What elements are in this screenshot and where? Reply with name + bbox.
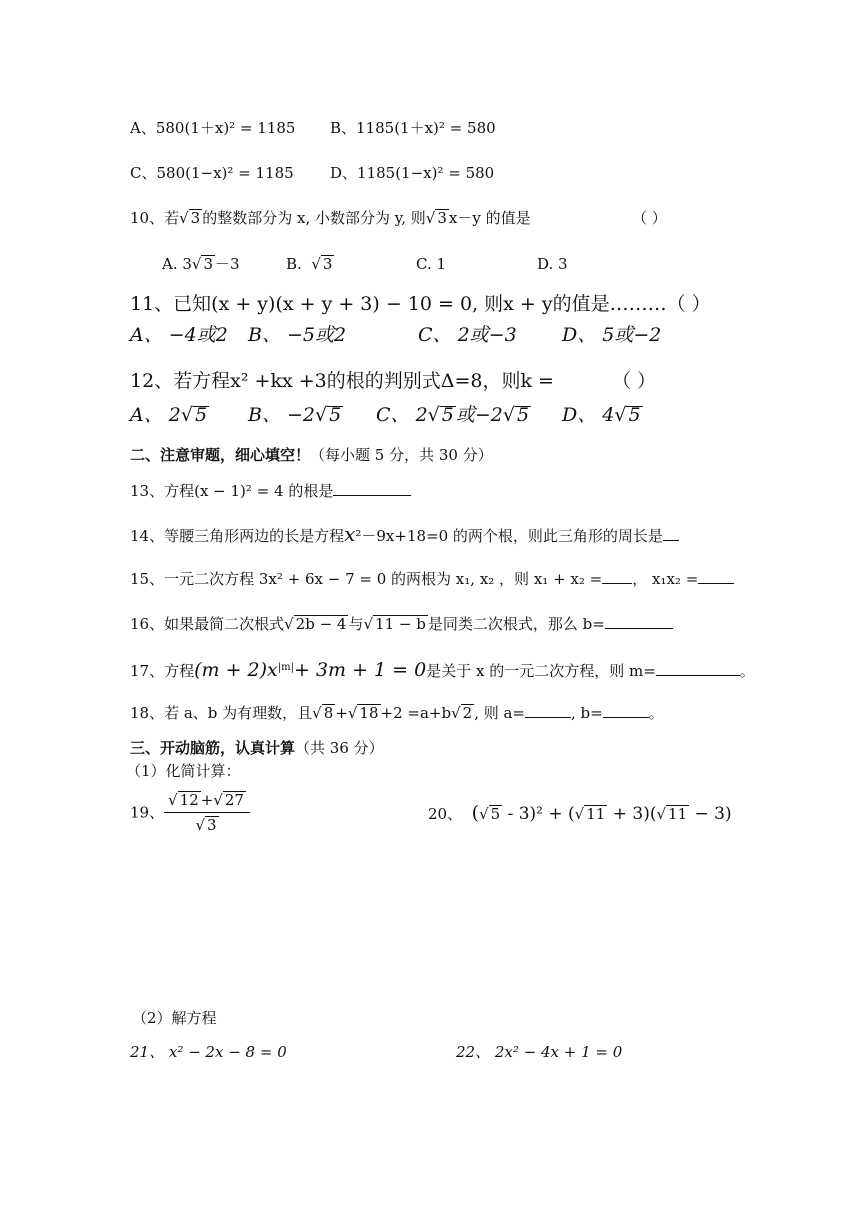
section-3-heading xyxy=(130,738,384,758)
q10-text-3: x－y 的值是 xyxy=(448,209,531,227)
q10-option-a-pre: A. 3 xyxy=(162,255,192,273)
q18-text-3: , 则 a= xyxy=(474,704,526,722)
sqrt-sign-icon: √ xyxy=(347,704,358,722)
q12-option-c-label: C、 2 xyxy=(376,404,428,426)
q11-option-b: B、 −5或2 xyxy=(248,324,347,346)
q19-denominator xyxy=(164,813,250,835)
q19-fraction xyxy=(164,790,250,835)
sqrt-sign-icon: √ xyxy=(425,209,436,227)
q10-option-a-radicand: 3 xyxy=(203,255,214,273)
q16-blank[interactable] xyxy=(605,614,673,629)
sqrt-sign-icon: √ xyxy=(451,704,461,722)
sqrt-sign-icon: √ xyxy=(479,805,489,823)
q14 xyxy=(130,524,679,546)
q20-part-4: − 3) xyxy=(689,804,732,824)
q19 xyxy=(130,790,250,840)
q18-text-1: 18、若 a、b 为有理数，且 xyxy=(130,704,313,722)
q11-option-a: A、 −4或2 xyxy=(130,324,228,346)
q11-stem: 11、已知(x + y)(x + y + 3) − 10 = 0, 则x + y的值是………（ ） xyxy=(130,293,711,315)
q14-var: x xyxy=(344,522,356,546)
q11-option-c: C、 2或−3 xyxy=(418,324,517,346)
q15 xyxy=(130,569,734,589)
q20-part-3: + 3)( xyxy=(607,804,657,824)
q17-equation: (m + 2)x xyxy=(194,659,278,681)
q16 xyxy=(130,614,673,634)
q9-option-d: D、1185(1−x)² = 580 xyxy=(330,164,495,182)
sqrt-sign-icon: √ xyxy=(213,791,223,809)
part-1-label: （1）化简计算： xyxy=(126,762,241,780)
q20-radicand-3: 11 xyxy=(668,805,688,823)
section-2-title: 二、注意审题，细心填空！ xyxy=(130,446,311,464)
sqrt-sign-icon: √ xyxy=(191,255,202,273)
sqrt-sign-icon: √ xyxy=(656,805,667,823)
q20-part-2: - 3)² + ( xyxy=(502,804,575,824)
q19-plus: + xyxy=(200,791,214,809)
q10-option-a xyxy=(162,254,240,274)
q17-text-2: 是关于 x 的一元二次方程，则 m= xyxy=(426,662,656,680)
sqrt-sign-icon: √ xyxy=(502,404,515,426)
q10-radicand-2: 3 xyxy=(437,209,447,227)
sqrt-sign-icon: √ xyxy=(179,209,189,227)
q9-option-b: B、1185(1＋x)² = 580 xyxy=(330,119,496,137)
q19-radicand-3: 3 xyxy=(207,816,217,834)
q20 xyxy=(428,803,732,824)
q18-radicand-2: 18 xyxy=(359,704,379,722)
q12-option-a xyxy=(130,402,209,428)
q18-blank-a[interactable] xyxy=(525,703,571,718)
q16-radicand-1: 2b − 4 xyxy=(295,615,347,633)
sqrt-sign-icon: √ xyxy=(284,615,294,633)
q15-text-1: 15、一元二次方程 3x² + 6x − 7 = 0 的两根为 x₁, x₂ ，则 x₁ + x₂ = xyxy=(130,570,603,588)
q12-option-d-label: D、 4 xyxy=(562,404,615,426)
sqrt-sign-icon: √ xyxy=(180,404,193,426)
q19-radicand-1: 12 xyxy=(179,791,199,809)
q10-radicand-1: 3 xyxy=(190,209,201,227)
q17-equation-2: + 3m + 1 = 0 xyxy=(293,659,427,681)
section-3-note: （共 36 分） xyxy=(295,739,384,757)
q18-radicand-1: 8 xyxy=(323,704,334,722)
sqrt-sign-icon: √ xyxy=(614,404,627,426)
q10-option-d: D. 3 xyxy=(537,255,568,273)
q10-option-b xyxy=(286,254,334,274)
q10-number: 10、 xyxy=(130,209,165,227)
q17-text-1: 17、方程 xyxy=(130,662,195,680)
part-2-label: （2）解方程 xyxy=(132,1009,217,1027)
q18-text-4: , b= xyxy=(571,704,603,722)
q21: 21、 x² − 2x − 8 = 0 xyxy=(130,1043,287,1061)
q18-radicand-3: 2 xyxy=(462,704,473,722)
q15-blank-2[interactable] xyxy=(698,569,734,584)
q10-option-c: C. 1 xyxy=(416,255,447,273)
q18-blank-b[interactable] xyxy=(603,703,649,718)
q15-blank-1[interactable] xyxy=(602,569,632,584)
q16-text-2: 与 xyxy=(348,615,364,633)
q10-option-a-post: －3 xyxy=(215,255,240,273)
q12-option-c xyxy=(376,402,531,428)
q9-option-a: A、580(1＋x)² = 1185 xyxy=(130,119,296,137)
q20-number: 20、 xyxy=(428,805,463,823)
q14-text-2: ²－9x+18=0 的两个根，则此三角形的周长是 xyxy=(355,527,663,545)
q10-stem xyxy=(130,208,531,228)
q22: 22、 2x² − 4x + 1 = 0 xyxy=(456,1043,623,1061)
q13-blank[interactable] xyxy=(333,481,411,496)
q12-option-b-label: B、 −2 xyxy=(248,404,316,426)
q12-answer-paren: （ ） xyxy=(612,370,657,392)
q9-option-c: C、580(1−x)² = 1185 xyxy=(130,164,294,182)
q12-option-a-label: A、 2 xyxy=(130,404,181,426)
q11-option-d: D、 5或−2 xyxy=(562,324,662,346)
q12-option-b-radicand: 5 xyxy=(329,404,342,426)
q14-blank[interactable] xyxy=(663,526,679,541)
q19-radicand-2: 27 xyxy=(224,791,244,809)
q12-option-d-radicand: 5 xyxy=(628,404,641,426)
q14-text-1: 14、等腰三角形两边的长是方程 xyxy=(130,527,345,545)
q15-text-2: ， x₁x₂ = xyxy=(632,570,699,588)
sqrt-sign-icon: √ xyxy=(312,704,322,722)
q12-option-c-radicand-1: 5 xyxy=(441,404,454,426)
sqrt-sign-icon: √ xyxy=(311,255,321,273)
q10-text-2: 的整数部分为 x, 小数部分为 y, 则 xyxy=(202,209,426,227)
q12-stem: 12、若方程x² +kx +3的根的判别式Δ=8，则k = xyxy=(130,370,554,392)
q17-exponent: |m| xyxy=(277,662,294,673)
q10-option-b-radicand: 3 xyxy=(322,255,333,273)
q10-answer-paren: （ ） xyxy=(632,209,667,227)
q19-numerator xyxy=(164,790,250,813)
q16-text-1: 16、如果最简二次根式 xyxy=(130,615,285,633)
q20-radicand-2: 11 xyxy=(586,805,606,823)
q10-option-b-label: B. xyxy=(286,255,302,273)
q19-number: 19、 xyxy=(130,803,165,822)
q18 xyxy=(130,703,664,723)
section-2-note: （每小题 5 分，共 30 分） xyxy=(310,446,493,464)
sqrt-sign-icon: √ xyxy=(427,404,440,426)
section-2-heading xyxy=(130,445,493,465)
sqrt-sign-icon: √ xyxy=(315,404,328,426)
q16-text-3: 是同类二次根式，那么 b= xyxy=(427,615,605,633)
section-3-title: 三、开动脑筋，认真计算 xyxy=(130,739,296,757)
q17-end: 。 xyxy=(739,662,755,680)
q20-radicand-1: 5 xyxy=(490,805,501,823)
sqrt-sign-icon: √ xyxy=(363,615,374,633)
q13-text: 13、方程(x − 1)² = 4 的根是 xyxy=(130,482,334,500)
q18-plus: + xyxy=(335,704,348,722)
sqrt-sign-icon: √ xyxy=(574,805,585,823)
q12-option-a-radicand: 5 xyxy=(194,404,208,426)
q17-blank[interactable] xyxy=(656,661,740,676)
sqrt-sign-icon: √ xyxy=(168,791,178,809)
q20-part-1: ( xyxy=(471,802,480,824)
q12-option-c-mid: 或−2 xyxy=(455,404,503,426)
q16-radicand-2: 11 − b xyxy=(375,615,426,633)
q18-text-2: +2 =a+b xyxy=(380,704,452,722)
q12-option-c-radicand-2: 5 xyxy=(517,404,530,426)
q18-end: 。 xyxy=(648,704,664,722)
q13 xyxy=(130,481,411,501)
q10-text-1: 若 xyxy=(164,209,180,227)
q17 xyxy=(130,658,755,681)
sqrt-sign-icon: √ xyxy=(195,816,206,834)
q12-option-b xyxy=(248,402,343,428)
q12-option-d xyxy=(562,402,643,428)
